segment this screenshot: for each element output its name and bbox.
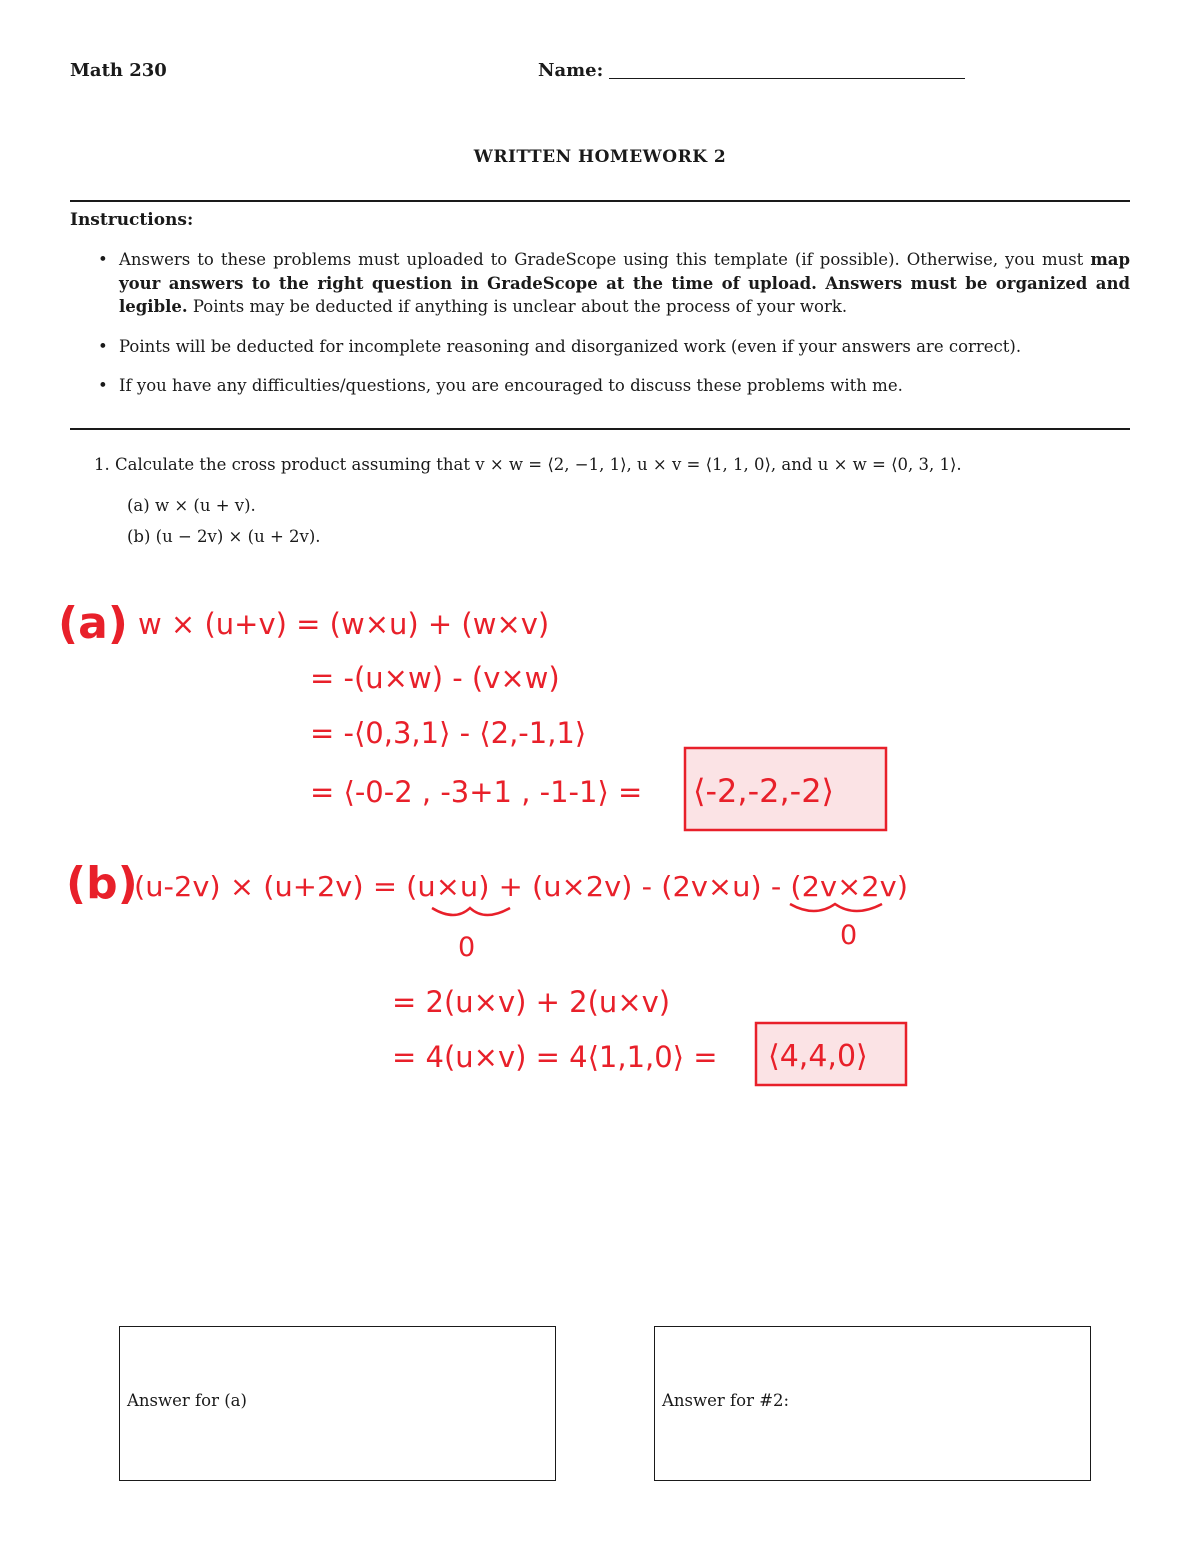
hw-b-answer: ⟨4,4,0⟩ (768, 1039, 868, 1074)
answer-box-2[interactable] (654, 1326, 1091, 1481)
hw-zero-note-1: 0 (458, 932, 476, 963)
instruction-text (119, 248, 1130, 319)
bullet-dot-icon: • (98, 376, 108, 395)
instruction-text-tail: Points may be deducted if anything is unclear about the process of your work. (187, 297, 848, 316)
instruction-text-plain: Answers to these problems must uploaded to GradeScope using this template (if possible). Otherwise, you must (119, 250, 1091, 269)
instruction-text: If you have any difficulties/questions, you are encouraged to discuss these problems with me. (119, 376, 903, 395)
hw-a-line3: = -⟨0,3,1⟩ - ⟨2,-1,1⟩ (310, 716, 587, 750)
name-label: Name: (538, 60, 604, 81)
handwritten-solution (0, 560, 1200, 1120)
bottom-divider (70, 428, 1130, 430)
bullet-dot-icon: • (98, 337, 108, 356)
instruction-bullet (98, 248, 1130, 319)
hw-underbrace-1 (432, 908, 510, 915)
problem-part-b: (b) (u − 2v) × (u + 2v). (127, 527, 321, 546)
instruction-text: Points will be deducted for incomplete reasoning and disorganized work (even if your answers are correct). (119, 337, 1022, 356)
instruction-bullet (98, 374, 1130, 398)
answer-box-2-label: Answer for #2: (662, 1391, 790, 1410)
hw-b-line2: = 2(u×v) + 2(u×v) (392, 985, 671, 1019)
hw-b-line1: (u-2v) × (u+2v) = (u×u) + (u×2v) - (2v×u) - (2v×2v) (134, 870, 908, 903)
course-title: Math 230 (70, 60, 167, 81)
name-blank-line (609, 78, 965, 79)
hw-a-line4: = ⟨-0-2 , -3+1 , -1-1⟩ = (310, 775, 643, 809)
problem-part-a: (a) w × (u + v). (127, 496, 256, 515)
top-divider (70, 200, 1130, 202)
problem-statement: 1. Calculate the cross product assuming that v × w = ⟨2, −1, 1⟩, u × v = ⟨1, 1, 0⟩, and u × w = ⟨0, 3, 1⟩. (94, 455, 962, 474)
hw-a-answer: ⟨-2,-2,-2⟩ (693, 772, 835, 810)
hw-a-line2: = -(u×w) - (v×w) (310, 661, 560, 695)
hw-underbrace-2 (790, 904, 882, 911)
hw-zero-note-2: 0 (840, 920, 858, 951)
answer-box-a[interactable] (119, 1326, 556, 1481)
page-title: WRITTEN HOMEWORK 2 (473, 147, 727, 167)
hw-b-line3: = 4(u×v) = 4⟨1,1,0⟩ = (392, 1040, 718, 1074)
hw-a-line1: w × (u+v) = (w×u) + (w×v) (138, 607, 550, 641)
instruction-bullet (98, 335, 1130, 359)
instruction-text-bold: map your answers to the right question in GradeScope at the time of upload. Answers must be organized and legible. (119, 250, 1130, 316)
hw-label-b: (b) (66, 858, 138, 909)
bullet-dot-icon: • (98, 250, 108, 269)
instructions-heading: Instructions: (70, 210, 194, 230)
hw-label-a: (a) (58, 598, 128, 649)
answer-box-a-label: Answer for (a) (127, 1391, 247, 1410)
